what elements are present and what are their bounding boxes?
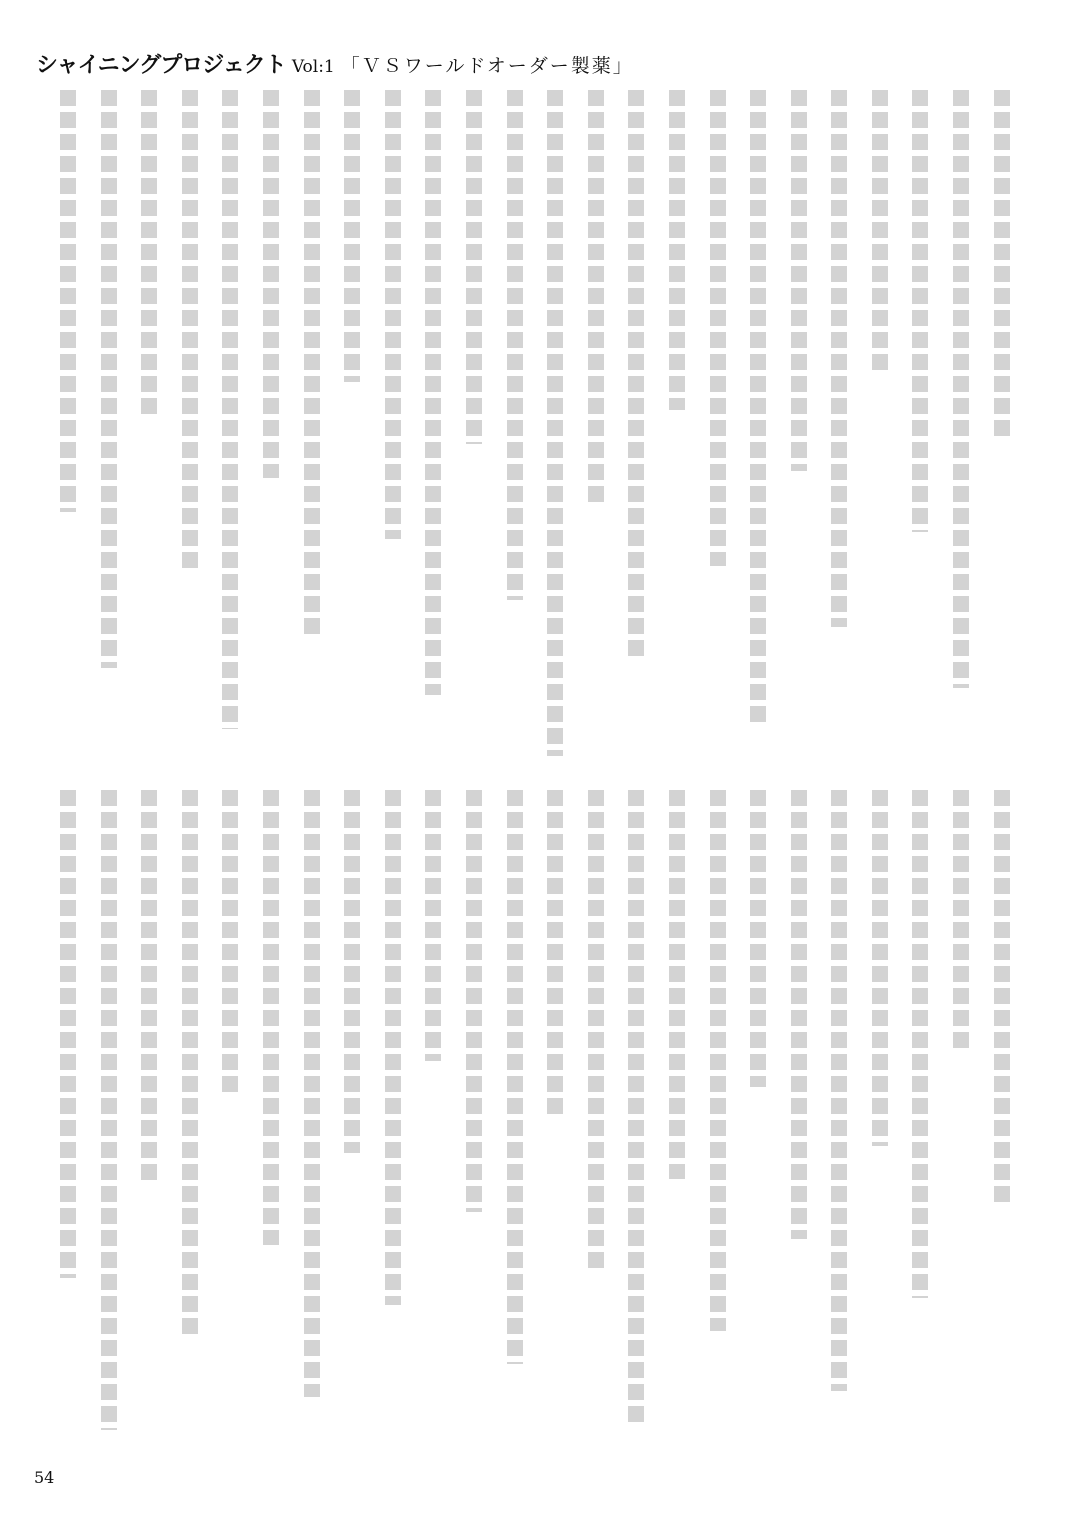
text-column-placeholder xyxy=(141,790,157,1186)
text-column-placeholder xyxy=(466,90,482,444)
body-text-lower-tier xyxy=(60,790,1010,1450)
text-column-placeholder xyxy=(304,790,320,1397)
text-column-placeholder xyxy=(791,790,807,1239)
text-column-placeholder xyxy=(547,790,563,1120)
text-column-placeholder xyxy=(994,790,1010,1206)
text-column-placeholder xyxy=(60,790,76,1278)
text-column-placeholder xyxy=(669,790,685,1179)
series-title: シャイニングプロジェクト xyxy=(36,53,286,78)
text-column-placeholder xyxy=(385,90,401,539)
text-column-placeholder xyxy=(222,90,238,729)
text-column-placeholder xyxy=(994,90,1010,437)
text-column-placeholder xyxy=(182,790,198,1338)
text-column-placeholder xyxy=(425,790,441,1061)
volume-label: Vol:1 xyxy=(291,57,335,77)
text-column-placeholder xyxy=(831,90,847,627)
text-column-placeholder xyxy=(222,790,238,1094)
text-column-placeholder xyxy=(344,90,360,382)
text-column-placeholder xyxy=(588,790,604,1272)
text-column-placeholder xyxy=(507,790,523,1364)
text-column-placeholder xyxy=(101,90,117,668)
text-column-placeholder xyxy=(912,90,928,532)
text-column-placeholder xyxy=(263,790,279,1245)
text-column-placeholder xyxy=(101,790,117,1430)
text-column-placeholder xyxy=(182,90,198,573)
text-column-placeholder xyxy=(304,90,320,634)
text-column-placeholder xyxy=(466,790,482,1212)
text-column-placeholder xyxy=(831,790,847,1391)
text-column-placeholder xyxy=(710,90,726,566)
text-column-placeholder xyxy=(385,790,401,1305)
text-column-placeholder xyxy=(750,90,766,722)
text-column-placeholder xyxy=(628,790,644,1424)
text-column-placeholder xyxy=(872,790,888,1146)
text-column-placeholder xyxy=(628,90,644,661)
text-column-placeholder xyxy=(710,790,726,1331)
text-column-placeholder xyxy=(872,90,888,376)
text-column-placeholder xyxy=(344,790,360,1153)
text-column-placeholder xyxy=(60,90,76,512)
text-column-placeholder xyxy=(507,90,523,600)
text-column-placeholder xyxy=(141,90,157,416)
chapter-subtitle: 「ＶＳワールドオーダー製薬」 xyxy=(340,55,634,77)
text-column-placeholder xyxy=(263,90,279,478)
body-text-upper-tier xyxy=(60,90,1010,770)
text-column-placeholder xyxy=(588,90,604,505)
page-number: 54 xyxy=(34,1468,55,1487)
text-column-placeholder xyxy=(912,790,928,1298)
text-column-placeholder xyxy=(669,90,685,410)
text-column-placeholder xyxy=(791,90,807,471)
text-column-placeholder xyxy=(953,790,969,1054)
text-column-placeholder xyxy=(425,90,441,695)
running-header xyxy=(36,48,634,79)
text-column-placeholder xyxy=(953,90,969,688)
text-column-placeholder xyxy=(547,90,563,756)
text-column-placeholder xyxy=(750,790,766,1087)
